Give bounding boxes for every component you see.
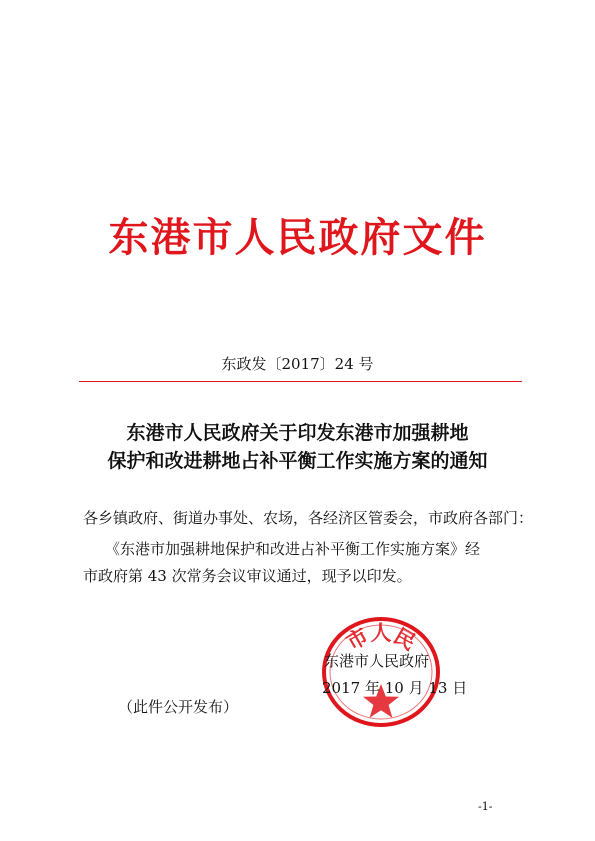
body-paragraph-line-1: 《东港市加强耕地保护和改进占补平衡工作实施方案》经 bbox=[105, 540, 481, 558]
document-header-title: 东港市人民政府文件 bbox=[108, 214, 487, 261]
notice-title-line-2: 保护和改进耕地占补平衡工作实施方案的通知 bbox=[107, 450, 488, 472]
body-paragraph-line-2: 市政府第 43 次常务会议审议通过，现予以印发。 bbox=[83, 567, 412, 585]
signature-date: 2017 年 10 月 13 日 bbox=[322, 679, 468, 697]
signature-organization: 东港市人民政府 bbox=[324, 652, 430, 670]
notice-title-line-1: 东港市人民政府关于印发东港市加强耕地 bbox=[126, 422, 469, 444]
notice-title bbox=[0, 419, 595, 475]
seal-text: 市人民 bbox=[341, 620, 421, 655]
page-number: -1- bbox=[478, 800, 493, 813]
official-seal-icon bbox=[319, 614, 443, 730]
public-release-note: （此件公开发布） bbox=[118, 698, 239, 716]
document-number: 东政发〔2017〕24 号 bbox=[221, 355, 374, 373]
addressee: 各乡镇政府、街道办事处、农场，各经济区管委会，市政府各部门： bbox=[83, 509, 534, 527]
red-divider-line bbox=[79, 381, 522, 382]
